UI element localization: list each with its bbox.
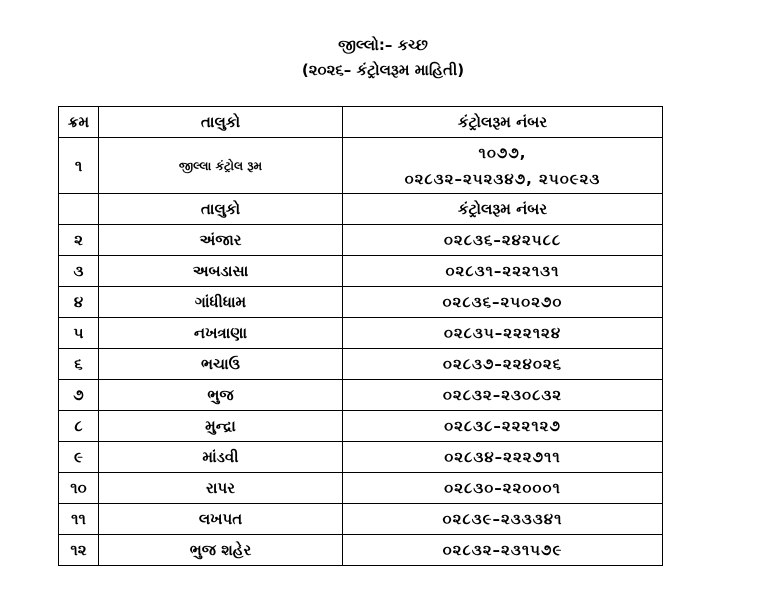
row-taluko: ભુજ શહેર (99, 535, 343, 566)
row-number: ૦૨૮૩૭–૨૨૪૦૨૬ (343, 349, 663, 380)
row-number: ૦૨૮૩૮–૨૨૨૧૨૭ (343, 411, 663, 442)
district-title: જીલ્લો:– કચ્છ (338, 36, 428, 54)
table-row (59, 504, 663, 535)
row-kram: ૧૧ (59, 504, 99, 535)
row-taluko: નખત્રાણા (99, 318, 343, 349)
row-taluko: માંડવી (99, 442, 343, 473)
row-number: ૦૨૮૩૧–૨૨૨૧૩૧ (343, 256, 663, 287)
row-kram: ૩ (59, 256, 99, 287)
row-taluko: મુન્દ્રા (99, 411, 343, 442)
control-room-table (58, 106, 663, 566)
row-kram: ૧૨ (59, 535, 99, 566)
header-taluko: તાલુકો (99, 107, 343, 138)
district-control-room-row (59, 138, 663, 194)
district-control-room-number (343, 138, 663, 194)
district-number-line2: ૦૨૮૩૨–૨૫૨૩૪૭, ૨૫૦૯૨૩ (404, 169, 601, 188)
row-number: ૦૨૮૩૯–૨૩૩૩૪૧ (343, 504, 663, 535)
row-kram: ૧૦ (59, 473, 99, 504)
subheader-number: કંટ્રોલરૂમ નંબર (343, 194, 663, 225)
table-row (59, 442, 663, 473)
row-kram: ૮ (59, 411, 99, 442)
table-header-row (59, 107, 663, 138)
row-taluko: અંજાર (99, 225, 343, 256)
row-taluko: ભુજ (99, 380, 343, 411)
table-row (59, 287, 663, 318)
row-number: ૦૨૮૩૨–૨૩૧૫૭૯ (343, 535, 663, 566)
row-kram: ૫ (59, 318, 99, 349)
document-subtitle: (૨૦૨૬– કંટ્રોલરૂમ માહિતી) (301, 61, 465, 79)
row-kram: ૭ (59, 380, 99, 411)
row-number: ૦૨૮૩૬–૨૫૦૨૭૦ (343, 287, 663, 318)
row-kram: ૪ (59, 287, 99, 318)
row-number: ૦૨૮૩૪–૨૨૨૭૧૧ (343, 442, 663, 473)
row-number: ૦૨૮૩૨–૨૩૦૮૩૨ (343, 380, 663, 411)
table-row (59, 380, 663, 411)
table-row (59, 256, 663, 287)
subheader-taluko: તાલુકો (99, 194, 343, 225)
row-number: ૦૨૮૩૫–૨૨૨૧૨૪ (343, 318, 663, 349)
table-row (59, 473, 663, 504)
table-row (59, 535, 663, 566)
table-subheader-row (59, 194, 663, 225)
row-kram: ૯ (59, 442, 99, 473)
row-number: ૦૨૮૩૦–૨૨૦૦૦૧ (343, 473, 663, 504)
header-kram: ક્રમ (59, 107, 99, 138)
table-row (59, 318, 663, 349)
subheader-kram (59, 194, 99, 225)
row-taluko: લખપત (99, 504, 343, 535)
district-control-room-name: જીલ્લા કંટ્રોલ રૂમ (99, 138, 343, 194)
row-taluko: ગાંધીધામ (99, 287, 343, 318)
table-row (59, 349, 663, 380)
row-taluko: અબડાસા (99, 256, 343, 287)
row-number: ૦૨૮૩૬–૨૪૨૫૮૮ (343, 225, 663, 256)
row-kram: ૬ (59, 349, 99, 380)
district-number-line1: ૧૦૭૭, (478, 143, 527, 162)
table-row (59, 411, 663, 442)
row-kram: ૨ (59, 225, 99, 256)
header-number: કંટ્રોલરૂમ નંબર (343, 107, 663, 138)
district-kram: ૧ (59, 138, 99, 194)
row-taluko: ભચાઉ (99, 349, 343, 380)
table-row (59, 225, 663, 256)
row-taluko: રાપર (99, 473, 343, 504)
